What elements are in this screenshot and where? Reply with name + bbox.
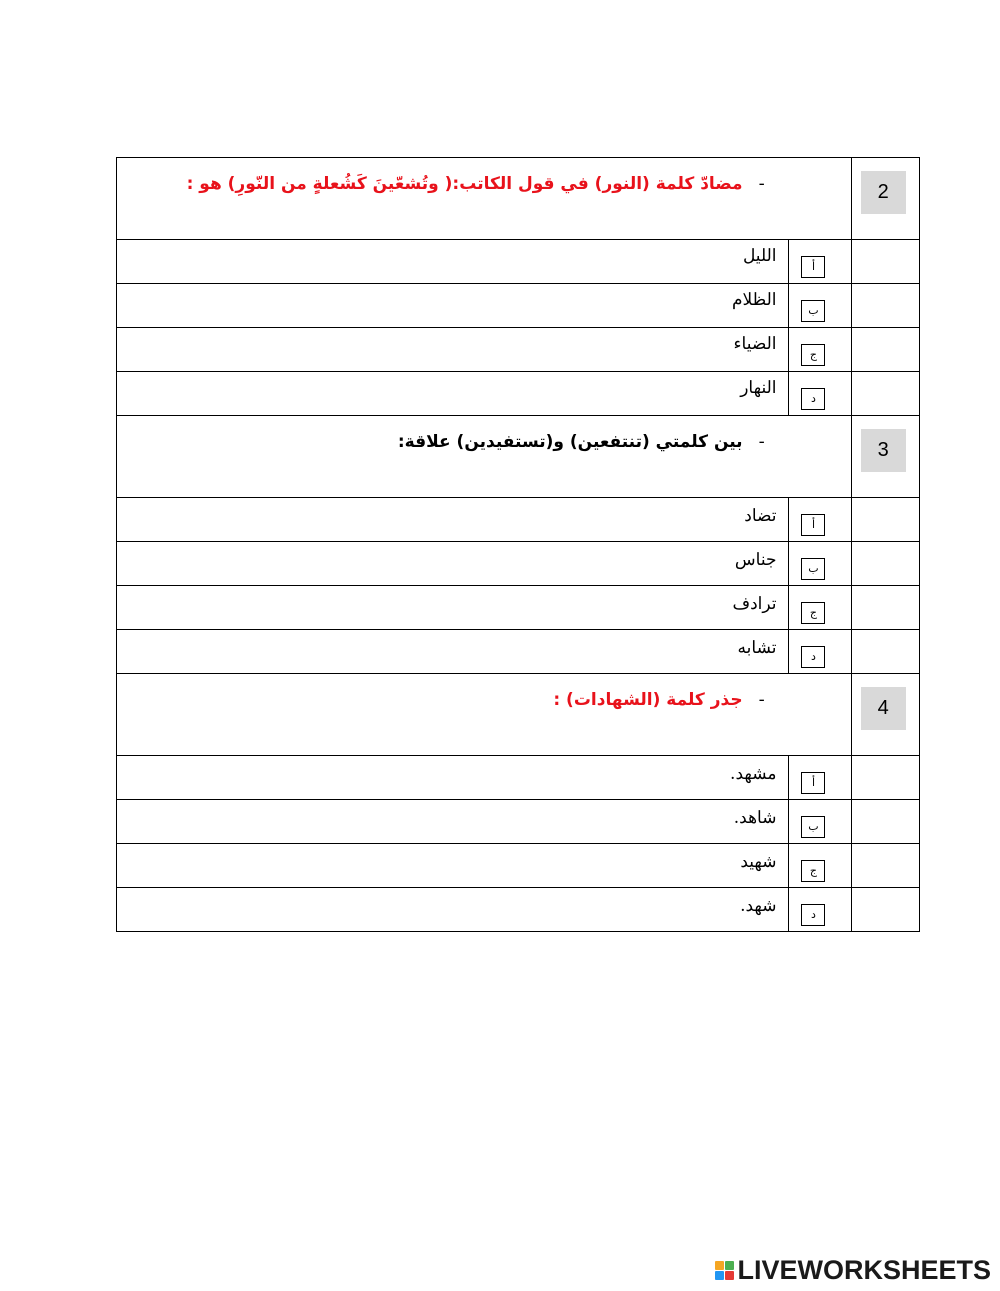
option-text[interactable]: شهد.	[740, 896, 777, 916]
option-row[interactable]	[117, 756, 920, 800]
option-letter-box[interactable]: ب	[801, 300, 825, 322]
question-number-4: 4	[861, 687, 906, 730]
blank-cell	[851, 844, 919, 888]
option-row[interactable]	[117, 888, 920, 932]
quiz-table	[116, 157, 920, 932]
logo-square-icon	[725, 1271, 734, 1280]
option-text[interactable]: شاهد.	[733, 808, 777, 828]
blank-cell	[851, 284, 919, 328]
option-letter-cell	[789, 498, 851, 542]
option-letter-box[interactable]: أ	[801, 256, 825, 278]
option-text-cell	[117, 240, 789, 284]
logo-square-icon	[715, 1261, 724, 1270]
option-letter-box[interactable]: د	[801, 388, 825, 410]
option-row[interactable]	[117, 372, 920, 416]
option-text[interactable]: جناس	[734, 550, 777, 570]
blank-cell	[851, 498, 919, 542]
liveworksheets-logo-icon	[715, 1261, 734, 1280]
option-row[interactable]	[117, 630, 920, 674]
blank-cell	[851, 756, 919, 800]
question-number-3: 3	[861, 429, 906, 472]
option-text-cell	[117, 844, 789, 888]
question-number-cell	[851, 158, 919, 240]
option-text-cell	[117, 756, 789, 800]
blank-cell	[851, 888, 919, 932]
option-letter-box[interactable]: ج	[801, 860, 825, 882]
option-letter-cell	[789, 756, 851, 800]
option-letter-cell	[789, 888, 851, 932]
question-row-2	[117, 158, 920, 240]
question-text-4	[117, 674, 851, 710]
option-letter-cell	[789, 630, 851, 674]
blank-cell	[851, 240, 919, 284]
option-letter-cell	[789, 586, 851, 630]
logo-square-icon	[715, 1271, 724, 1280]
blank-cell	[851, 586, 919, 630]
option-text-cell	[117, 542, 789, 586]
question-dash: -	[758, 690, 765, 710]
brand-name: LIVEWORKSHEETS	[737, 1254, 991, 1285]
logo-square-icon	[725, 1261, 734, 1270]
option-text-cell	[117, 586, 789, 630]
option-text-cell	[117, 630, 789, 674]
blank-cell	[851, 542, 919, 586]
option-letter-box[interactable]: أ	[801, 514, 825, 536]
option-letter-cell	[789, 328, 851, 372]
option-text-cell	[117, 328, 789, 372]
option-text[interactable]: الليل	[742, 246, 777, 266]
option-letter-cell	[789, 240, 851, 284]
option-text-cell	[117, 800, 789, 844]
option-row[interactable]	[117, 844, 920, 888]
option-text[interactable]: تشابه	[737, 638, 777, 658]
option-row[interactable]	[117, 542, 920, 586]
blank-cell	[851, 630, 919, 674]
question-text-3	[117, 416, 851, 452]
question-label: مضادّ كلمة (النور) في قول الكاتب:( وتُشعّينَ كَشُعلةٍ من النّورِ) هو :	[186, 174, 743, 194]
question-cell	[117, 416, 852, 498]
option-row[interactable]	[117, 586, 920, 630]
question-cell	[117, 674, 852, 756]
option-letter-cell	[789, 800, 851, 844]
blank-cell	[851, 800, 919, 844]
option-text[interactable]: شهيد	[740, 852, 777, 872]
option-text[interactable]: الضياء	[733, 334, 777, 354]
question-dash: -	[758, 174, 765, 194]
question-row-3	[117, 416, 920, 498]
option-letter-box[interactable]: د	[801, 646, 825, 668]
option-letter-box[interactable]: ج	[801, 344, 825, 366]
question-label: بين كلمتي (تنتفعين) و(تستفيدين) علاقة:	[397, 432, 743, 452]
question-cell	[117, 158, 852, 240]
option-text[interactable]: الظلام	[731, 290, 777, 310]
question-number-2: 2	[861, 171, 906, 214]
option-text-cell	[117, 888, 789, 932]
question-number-cell	[851, 416, 919, 498]
option-text[interactable]: تضاد	[744, 506, 777, 526]
option-letter-box[interactable]: د	[801, 904, 825, 926]
option-letter-cell	[789, 844, 851, 888]
option-letter-cell	[789, 284, 851, 328]
option-row[interactable]	[117, 498, 920, 542]
question-dash: -	[758, 432, 765, 452]
option-row[interactable]	[117, 328, 920, 372]
blank-cell	[851, 328, 919, 372]
option-text-cell	[117, 498, 789, 542]
option-letter-box[interactable]: ج	[801, 602, 825, 624]
option-row[interactable]	[117, 800, 920, 844]
option-row[interactable]	[117, 284, 920, 328]
option-text-cell	[117, 284, 789, 328]
blank-cell	[851, 372, 919, 416]
option-letter-box[interactable]: أ	[801, 772, 825, 794]
option-letter-box[interactable]: ب	[801, 558, 825, 580]
option-letter-cell	[789, 372, 851, 416]
option-letter-box[interactable]: ب	[801, 816, 825, 838]
option-row[interactable]	[117, 240, 920, 284]
option-text-cell	[117, 372, 789, 416]
option-text[interactable]: النهار	[740, 378, 777, 398]
liveworksheets-brand[interactable]	[715, 1254, 991, 1286]
question-text-2	[117, 158, 851, 194]
question-row-4	[117, 674, 920, 756]
option-text[interactable]: ترادف	[732, 594, 777, 614]
option-text[interactable]: مشهد.	[730, 764, 777, 784]
question-label: جذر كلمة (الشهادات) :	[553, 690, 743, 710]
option-letter-cell	[789, 542, 851, 586]
question-number-cell	[851, 674, 919, 756]
